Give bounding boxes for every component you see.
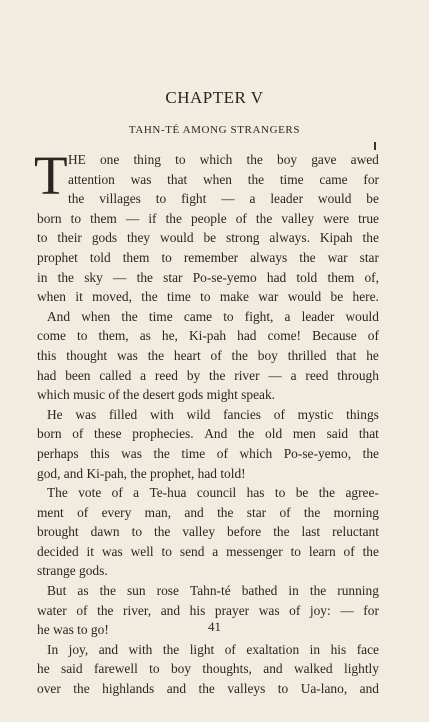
text-line: which music of the desert gods might speak.: [37, 387, 276, 403]
chapter-heading: CHAPTER V: [165, 88, 264, 107]
text-line: born of these prophecies. And the old men said that: [37, 426, 379, 442]
text-line: HE one thing to which the boy gave awed: [68, 152, 379, 167]
text-line: he was to go!: [37, 622, 109, 638]
text-line: brought dawn to the valley before the last reluctant: [37, 524, 379, 540]
text-line: But as the sun rose Tahn-té bathed in the running: [47, 583, 379, 599]
text-line: had been called a reed by the river — a reed through: [37, 367, 379, 383]
text-line: to their gods they would be strong always. Kipah the: [37, 230, 379, 246]
text-line: in the sky — the star Po-se-yemo had told them of,: [37, 269, 379, 285]
text-line: In joy, and with the light of exaltation in his face: [47, 641, 379, 657]
text-line: attention was that when the time came for: [68, 171, 379, 187]
text-line: And when the time came to fight, a leader would: [47, 308, 379, 324]
text-line: he said farewell to boy thoughts, and walked lightly: [37, 661, 379, 677]
page-number: 41: [208, 619, 221, 634]
drop-cap-letter: T: [34, 145, 68, 206]
text-line: god, and Ki-pah, the prophet, had told!: [37, 465, 246, 481]
text-line: decided it was well to send a messenger to learn of the: [37, 543, 379, 559]
text-line: born to them — if the people of the valley were true: [37, 210, 379, 226]
text-line: He was filled with wild fancies of mystic things: [47, 406, 379, 422]
section-heading: TAHN-TÉ AMONG STRANGERS: [128, 124, 301, 136]
text-line: this thought was the heart of the boy thrilled that he: [37, 347, 379, 363]
text-line: perhaps this was the time of which Po-se-yemo, the: [37, 445, 379, 461]
text-line: over the highlands and the valleys to Ua-lano, and: [37, 681, 379, 697]
text-line: water of the river, and his prayer was of joy: — for: [37, 602, 379, 618]
body-text: [37, 150, 379, 699]
text-line: the villages to fight — a leader would be: [68, 191, 379, 207]
text-line: prophet told them to remember always the war star: [37, 249, 379, 265]
text-line: come to them, as he, Ki-pah had come! Because of: [37, 328, 379, 344]
print-speck: [374, 142, 376, 150]
text-line: strange gods.: [37, 563, 108, 579]
text-line: when it moved, the time to make war would be here.: [37, 289, 379, 305]
text-line: ment of every man, and the star of the morning: [37, 504, 379, 520]
text-line: The vote of a Te-hua council has to be the agree-: [47, 485, 379, 501]
